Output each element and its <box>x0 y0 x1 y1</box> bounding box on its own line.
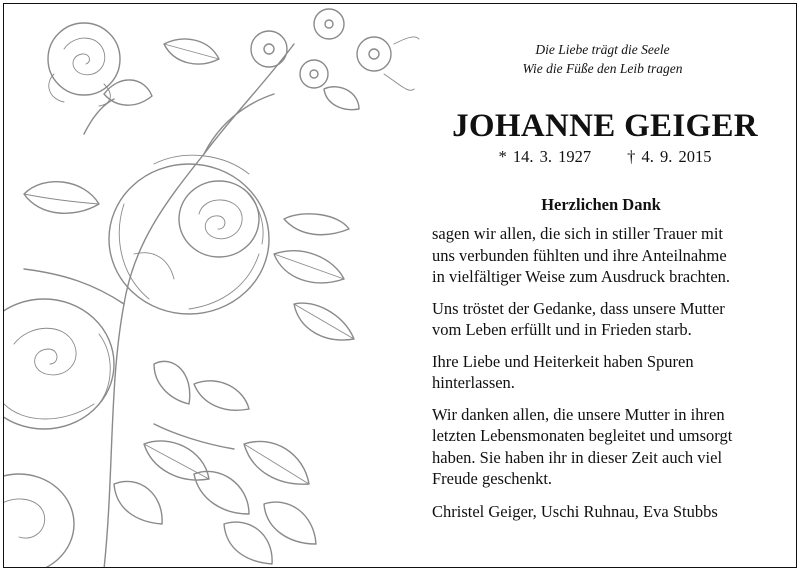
caregivers-paragraph <box>432 404 778 490</box>
motto-line: Die Liebe trägt die Seele <box>535 42 670 57</box>
motto <box>427 40 778 78</box>
obituary-card <box>3 3 797 568</box>
paragraph-line: sagen wir allen, die sich in stiller Trauer mit <box>432 224 723 243</box>
deceased-name: JOHANNE GEIGER <box>452 108 758 144</box>
paragraph-line: Wir danken allen, die unsere Mutter in ihren <box>432 404 725 424</box>
paragraph-line: Freude geschenkt. <box>432 469 553 488</box>
paragraph-line: hinterlassen. <box>432 373 515 392</box>
paragraph-line: Ihre Liebe und Heiterkeit haben Spuren <box>432 351 694 371</box>
death-date: † 4. 9. 2015 <box>627 147 712 166</box>
floral-ornament-illustration <box>4 4 444 568</box>
paragraph-line: vom Leben erfüllt und in Frieden starb. <box>432 320 692 339</box>
paragraph-line: haben. Sie haben ihr in dieser Zeit auch viel <box>432 447 723 467</box>
comfort-paragraph <box>432 298 778 341</box>
paragraph-line: letzten Lebensmonaten begleitet und umsorgt <box>432 426 733 445</box>
legacy-paragraph <box>432 351 778 394</box>
motto-line: Wie die Füße den Leib tragen <box>522 61 683 76</box>
paragraph-line: Uns tröstet der Gedanke, dass unsere Mutter <box>432 298 725 318</box>
life-dates <box>432 147 778 167</box>
paragraph-line: in vielfältiger Weise zum Ausdruck brachten. <box>432 267 731 286</box>
thanks-heading: Herzlichen Dank <box>541 195 661 214</box>
birth-date: * 14. 3. 1927 <box>498 147 592 166</box>
signature: Christel Geiger, Uschi Ruhnau, Eva Stubbs <box>432 501 718 521</box>
thanks-paragraph <box>432 223 778 288</box>
obituary-text-column <box>432 4 778 522</box>
paragraph-line: uns verbunden fühlten und ihre Anteilnahme <box>432 245 727 265</box>
